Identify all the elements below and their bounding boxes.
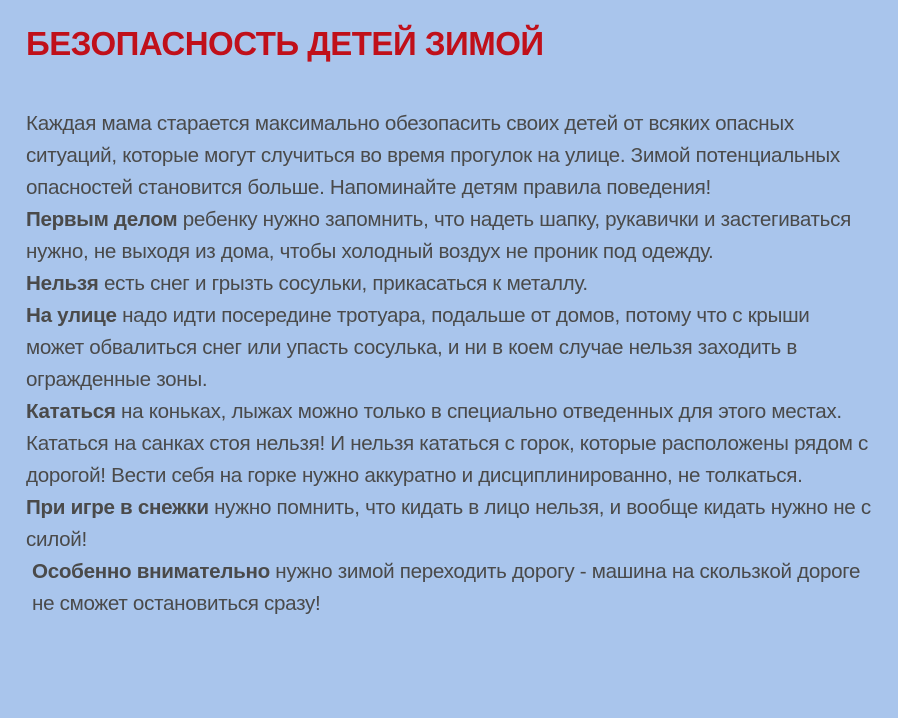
paragraph-text: на коньках, лыжах можно только в специально отведенных для этого местах. Кататься на санках стоя нельзя! И нельзя кататься с горок, которые расположены рядом с дорогой! Вести себя на горке нужно аккуратно и дисциплинированно, не толкаться. — [26, 400, 868, 487]
paragraph-text: есть снег и грызть сосульки, прикасаться к металлу. — [98, 272, 588, 295]
paragraph-text: нужно помнить, что кидать в лицо нельзя, и вообще кидать нужно не с силой! — [26, 496, 871, 551]
paragraph-text: надо идти посередине тротуара, подальше от домов, потому что с крыши может обвалиться снег или упасть сосулька, и ни в коем случае нельзя заходить в огражденные зоны. — [26, 304, 810, 391]
paragraph-intro — [26, 108, 872, 204]
paragraph-lead: Особенно внимательно — [32, 560, 270, 583]
paragraph-lead: На улице — [26, 304, 117, 327]
article-body — [26, 108, 872, 620]
paragraph-street — [26, 300, 872, 396]
paragraph-lead: Нельзя — [26, 272, 99, 295]
paragraph-text: ребенку нужно запомнить, что надеть шапку, рукавички и застегиваться нужно, не выходя из дома, чтобы холодный воздух не проник под одежду. — [26, 208, 851, 263]
paragraph-text: нужно зимой переходить дорогу - машина на скользкой дороге не сможет остановиться сразу! — [32, 560, 861, 615]
paragraph-skating — [26, 396, 872, 492]
paragraph-lead: При игре в снежки — [26, 496, 209, 519]
paragraph-lead: Первым делом — [26, 208, 178, 231]
paragraph-road — [26, 556, 872, 620]
paragraph-dressing — [26, 204, 872, 268]
paragraph-lead: Кататься — [26, 400, 116, 423]
paragraph-forbidden — [26, 268, 872, 300]
page-title: БЕЗОПАСНОСТЬ ДЕТЕЙ ЗИМОЙ — [26, 25, 544, 62]
paragraph-snowballs — [26, 492, 872, 556]
paragraph-text: Каждая мама старается максимально обезопасить своих детей от всяких опасных ситуаций, которые могут случиться во время прогулок на улице. Зимой потенциальных опасностей становится больше. Напоминайте детям правила поведения! — [26, 112, 840, 199]
